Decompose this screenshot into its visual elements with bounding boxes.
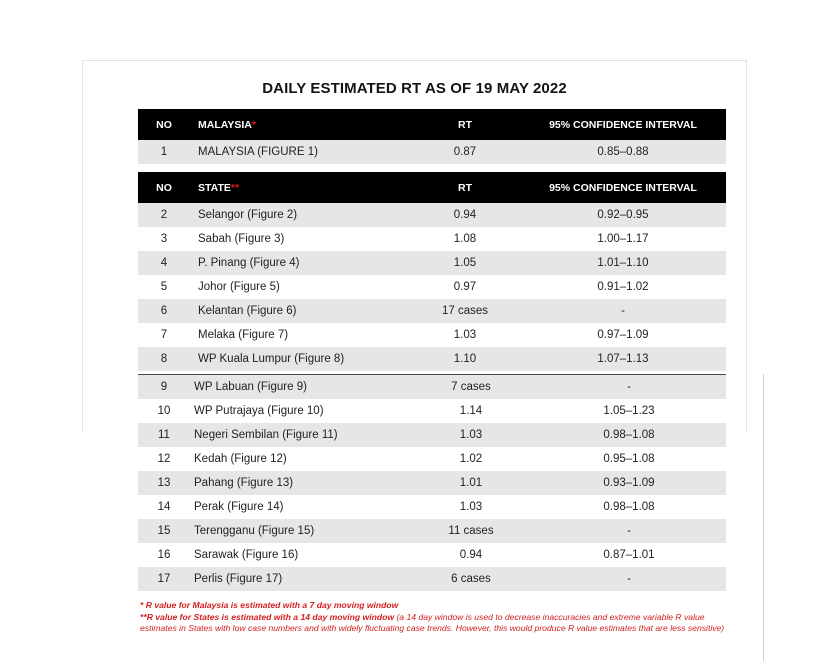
row-rt: 1.02 [459,453,483,465]
table-row [138,471,726,495]
table-row [138,567,726,591]
row-rt: 0.94 [453,209,477,221]
row-ci: 0.87–1.01 [603,549,655,561]
row-ci: 0.95–1.08 [603,453,655,465]
row-ci: 0.97–1.09 [597,329,649,341]
row-name: Negeri Sembilan (Figure 11) [194,429,338,441]
row-no: 16 [157,549,171,561]
table-row [138,251,726,275]
row-no: 17 [157,573,171,585]
header-no: NO [156,118,172,131]
state-table-continued [138,374,726,591]
row-no: 9 [160,381,168,393]
row-ci: - [627,381,631,393]
header-no: NO [156,181,172,194]
row-no: 8 [160,353,168,365]
row-ci: 1.00–1.17 [597,233,649,245]
row-rt: 7 cases [451,381,491,393]
row-no: 2 [160,209,168,221]
row-no: 4 [160,257,168,269]
row-rt: 11 cases [448,525,494,537]
malaysia-table [138,109,726,164]
row-ci: - [621,305,625,317]
row-no: 13 [157,477,171,489]
header-ci: 95% CONFIDENCE INTERVAL [549,181,697,194]
row-no: 14 [157,501,171,513]
row-rt: 0.87 [453,146,477,158]
row-ci: 1.05–1.23 [603,405,655,417]
table-row [138,299,726,323]
row-name: Perlis (Figure 17) [194,573,283,585]
row-no: 11 [158,429,170,441]
row-rt: 6 cases [451,573,491,585]
table-row [138,323,726,347]
footnote-states-bold: **R value for States is estimated with a 14 day moving window [140,611,395,622]
table-row [138,140,726,164]
row-ci: 0.98–1.08 [603,429,655,441]
row-rt: 1.05 [453,257,477,269]
table-row [138,423,726,447]
footnote-malaysia-text: * R value for Malaysia is estimated with a 7 day moving window [140,600,399,610]
row-name: Selangor (Figure 2) [198,209,298,221]
malaysia-header-row [138,109,726,140]
table-row [138,374,726,399]
row-ci: 0.91–1.02 [597,281,649,293]
row-no: 6 [160,305,168,317]
row-ci: 1.01–1.10 [597,257,649,269]
header-rt: RT [458,118,472,131]
footnotes [140,600,730,635]
page-title: DAILY ESTIMATED RT AS OF 19 MAY 2022 [262,80,567,97]
table-row [138,519,726,543]
header-malaysia-star: * [251,118,256,131]
row-name: Terengganu (Figure 15) [194,525,315,537]
row-name: Perak (Figure 14) [194,501,284,513]
row-no: 1 [160,146,168,158]
table-row [138,347,726,371]
row-no: 7 [160,329,168,341]
row-name: Sarawak (Figure 16) [194,549,299,561]
table-row [138,203,726,227]
footnote-states [140,612,730,635]
row-rt: 1.01 [459,477,483,489]
header-state-label: STATE [198,181,231,194]
footnote-states-text: (a 14 day window is used to decrease inaccuracies and extreme variable R value estimates in States with low case numbers and with widely fluctuating case trends. However, this would produce R value estimates that are less sensitive) [140,611,725,633]
row-rt: 1.08 [453,233,477,245]
row-name: Johor (Figure 5) [198,281,280,293]
state-header-row [138,172,726,203]
header-state-star: ** [230,181,240,194]
row-name: Sabah (Figure 3) [198,233,285,245]
row-no: 12 [157,453,171,465]
row-ci: 0.85–0.88 [597,146,649,158]
row-name: WP Putrajaya (Figure 10) [194,405,324,417]
row-ci: 0.92–0.95 [597,209,649,221]
row-rt: 1.10 [453,353,477,365]
row-no: 15 [157,525,171,537]
row-name: Kedah (Figure 12) [194,453,287,465]
row-rt: 1.03 [459,501,483,513]
row-ci: 1.07–1.13 [597,353,649,365]
header-malaysia-label: MALAYSIA [198,118,252,131]
row-ci: - [627,525,631,537]
row-name: WP Labuan (Figure 9) [194,381,307,393]
row-rt: 17 cases [441,305,489,317]
state-table [138,172,726,371]
row-name: MALAYSIA (FIGURE 1) [198,146,318,158]
header-malaysia [190,119,410,131]
header-state [190,182,410,194]
row-name: Melaka (Figure 7) [198,329,289,341]
header-rt: RT [458,181,472,194]
row-name: P. Pinang (Figure 4) [198,257,300,269]
row-ci: 0.98–1.08 [603,501,655,513]
row-name: WP Kuala Lumpur (Figure 8) [198,353,345,365]
header-ci: 95% CONFIDENCE INTERVAL [549,118,697,131]
row-rt: 1.14 [459,405,483,417]
row-rt: 0.94 [459,549,483,561]
row-rt: 0.97 [453,281,477,293]
table-row [138,275,726,299]
table-row [138,399,726,423]
row-no: 5 [160,281,168,293]
row-rt: 1.03 [453,329,477,341]
row-no: 3 [160,233,168,245]
row-no: 10 [157,405,171,417]
row-name: Pahang (Figure 13) [194,477,294,489]
footnote-malaysia [140,600,730,612]
row-rt: 1.03 [459,429,483,441]
table-row [138,227,726,251]
row-name: Kelantan (Figure 6) [198,305,297,317]
table-row [138,543,726,567]
row-ci: - [627,573,631,585]
table-row [138,495,726,519]
row-ci: 0.93–1.09 [603,477,655,489]
lower-card-edge [763,374,764,661]
table-row [138,447,726,471]
